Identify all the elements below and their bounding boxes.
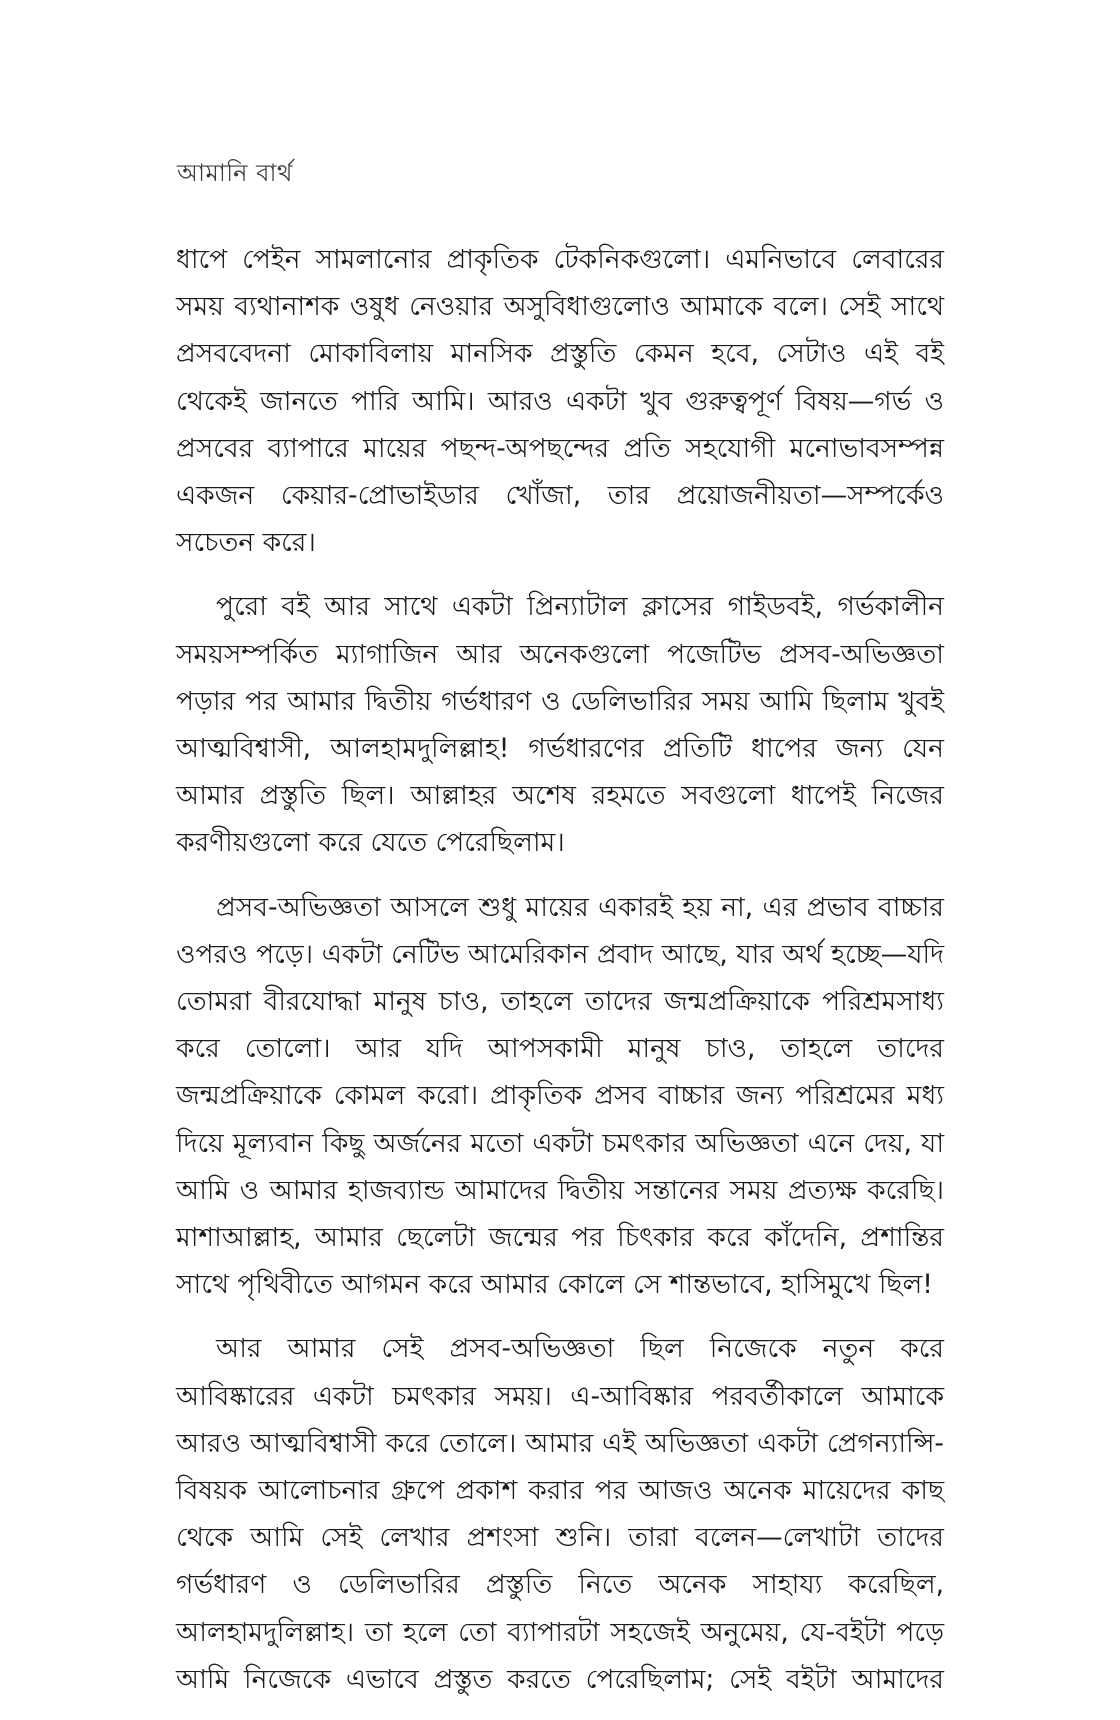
paragraph-2: পুরো বই আর সাথে একটা প্রিন্যাটাল ক্লাসের গাইডবই, গর্ভকালীন সময়সম্পর্কিত ম্যাগাজিন আর অনেকগুলো পজেটিভ প্রসব-অভিজ্ঞতা পড়ার পর আমার দ্বিতীয় গর্ভধারণ ও ডেলিভারির সময় আমি ছিলাম খুবই আত্মবিশ্বাসী, আলহামদুলিল্লাহ! গর্ভধারণের প্রতিটি ধাপের জন্য যেন আমার প্রস্তুতি ছিল। আল্লাহর অশেষ রহমতে সবগুলো ধাপেই নিজের করণীয়গুলো করে যেতে পেরেছিলাম। bbox=[176, 591, 944, 859]
paragraph-1: ধাপে পেইন সামলানোর প্রাকৃতিক টেকনিকগুলো। এমনিভাবে লেবারের সময় ব্যথানাশক ওষুধ নেওয়ার অসুবিধাগুলোও আমাকে বলে। সেই সাথে প্রসববেদনা মোকাবিলায় মানসিক প্রস্তুতি কেমন হবে, সেটাও এই বই থেকেই জানতে পারি আমি। আরও একটা খুব গুরুত্বপূর্ণ বিষয়—গর্ভ ও প্রসবের ব্যাপারে মায়ের পছন্দ-অপছন্দের প্রতি সহযোগী মনোভাবসম্পন্ন একজন কেয়ার-প্রোভাইডার খোঁজা, তার প্রয়োজনীয়তা—সম্পর্কেও সচেতন করে। bbox=[176, 244, 944, 559]
running-head: আমানি বার্থ bbox=[177, 159, 293, 187]
paragraph-3: প্রসব-অভিজ্ঞতা আসলে শুধু মায়ের একারই হয় না, এর প্রভাব বাচ্চার ওপরও পড়ে। একটা নেটিভ আমেরিকান প্রবাদ আছে, যার অর্থ হচ্ছে—যদি তোমরা বীরযোদ্ধা মানুষ চাও, তাহলে তাদের জন্মপ্রক্রিয়াকে পরিশ্রমসাধ্য করে তোলো। আর যদি আপসকামী মানুষ চাও, তাহলে তাদের জন্মপ্রক্রিয়াকে কোমল করো। প্রাকৃতিক প্রসব বাচ্চার জন্য পরিশ্রমের মধ্য দিয়ে মূল্যবান কিছু অর্জনের মতো একটা চমৎকার অভিজ্ঞতা এনে দেয়, যা আমি ও আমার হাজব্যান্ড আমাদের দ্বিতীয় সন্তানের সময় প্রত্যক্ষ করেছি। মাশাআল্লাহ, আমার ছেলেটা জন্মের পর চিৎকার করে কাঁদেনি, প্রশান্তির সাথে পৃথিবীতে আগমন করে আমার কোলে সে শান্তভাবে, হাসিমুখে ছিল! bbox=[176, 891, 944, 1301]
paragraph-4: আর আমার সেই প্রসব-অভিজ্ঞতা ছিল নিজেকে নতুন করে আবিষ্কারের একটা চমৎকার সময়। এ-আবিষ্কার পরবর্তীকালে আমাকে আরও আত্মবিশ্বাসী করে তোলে। আমার এই অভিজ্ঞতা একটা প্রেগন্যান্সি-বিষয়ক আলোচনার গ্রুপে প্রকাশ করার পর আজও অনেক মায়েদের কাছ থেকে আমি সেই লেখার প্রশংসা শুনি। তারা বলেন—লেখাটা তাদের গর্ভধারণ ও ডেলিভারির প্রস্তুতি নিতে অনেক সাহায্য করেছিল, আলহামদুলিল্লাহ। তা হলে তো ব্যাপারটা সহজেই অনুমেয়, যে-বইটা পড়ে আমি নিজেকে এভাবে প্রস্তুত করতে পেরেছিলাম; সেই বইটা আমাদের bbox=[176, 1333, 944, 1695]
page-body bbox=[176, 236, 944, 1720]
